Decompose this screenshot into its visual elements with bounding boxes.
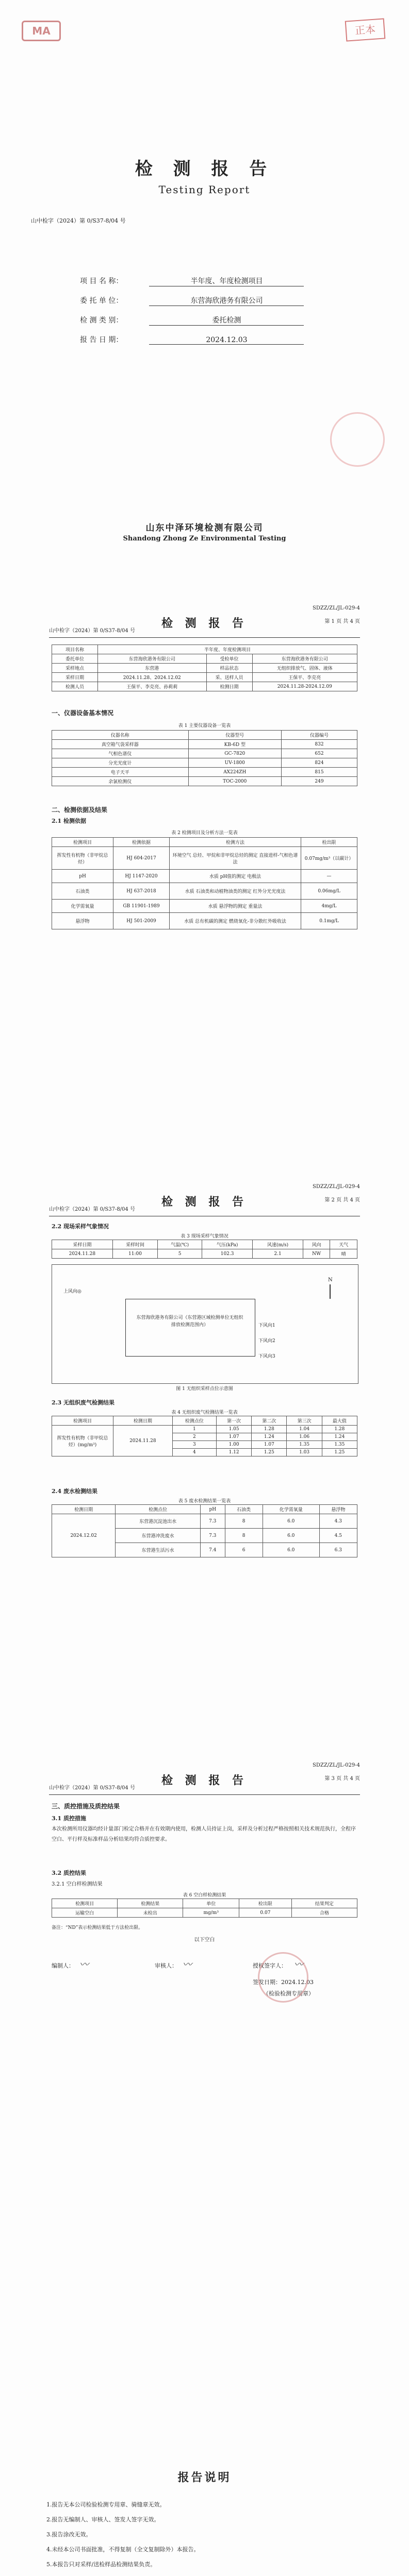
- table-cell: pH: [52, 870, 113, 883]
- project-label: 项 目 名 称：: [80, 277, 123, 285]
- column-header: 检出限: [301, 838, 357, 847]
- info-cell: 半年度、年度检测项目: [98, 645, 357, 654]
- table-cell: 2.1: [253, 1249, 303, 1259]
- page-header: [49, 605, 360, 638]
- info-cell: 检测日期: [206, 682, 252, 691]
- end-marker: 以下空白: [194, 1937, 215, 1943]
- info-cell: 2024.11.28、2024.12.02: [98, 673, 207, 682]
- sampling-map: [52, 1264, 358, 1384]
- client-value: 东营海欣港务有限公司: [149, 295, 304, 306]
- exhaust-results-table: [52, 1416, 357, 1456]
- page-header: [49, 1184, 360, 1216]
- column-header: 风速(m/s): [253, 1240, 303, 1249]
- table-cell: 化学需氧量: [52, 900, 113, 913]
- reviewer-signature: 〰: [183, 1959, 192, 1970]
- original-stamp: 正本: [345, 18, 386, 41]
- equipment-table: [52, 730, 357, 786]
- table-cell: 4.3: [319, 1514, 357, 1529]
- table-cell: 1.04: [287, 1426, 322, 1433]
- note-item: 1.报告无本公司检验检测专用章、骑缝章无效。: [46, 2501, 166, 2508]
- table-row: [52, 740, 357, 749]
- table-cell: 未检出: [118, 1908, 183, 1918]
- table-row: [52, 1426, 357, 1433]
- table-cell: 4mg/L: [301, 900, 357, 913]
- notes-title: 报告说明: [177, 2471, 232, 2484]
- table-cell: 环境空气 总烃、甲烷和非甲烷总烃的测定 直接进样-气相色谱法: [170, 847, 301, 870]
- info-cell: 样品状态: [206, 664, 252, 673]
- north-arrow-icon: [330, 1284, 331, 1299]
- table-cell: 7.4: [201, 1543, 225, 1557]
- doc-number: SDZZ/ZL/JL-029-4: [313, 1762, 360, 1768]
- table-cell: HJ 501-2009: [113, 913, 170, 929]
- info-cell: 2024.11.28-2024.12.09: [252, 682, 357, 691]
- table-cell: 气相色谱仪: [52, 749, 189, 758]
- page-4: [0, 1736, 409, 2314]
- downwind-point-3: 下风向3: [258, 1354, 275, 1359]
- table-caption: 表 2 检测项目及分析方法一览表: [171, 831, 238, 836]
- table-row: [52, 870, 357, 883]
- column-header: 检测方法: [170, 838, 301, 847]
- category-value: 委托检测: [149, 315, 304, 326]
- subsection-heading: 2.1 检测依据: [52, 818, 86, 824]
- subsection-heading: 2.3 无组织废气检测结果: [52, 1399, 114, 1406]
- info-cell: 项目名称: [52, 645, 98, 654]
- table-cell: 1.25: [322, 1449, 357, 1456]
- table-cell: 1.07: [217, 1433, 252, 1441]
- table-cell: 电子天平: [52, 768, 189, 777]
- note-item: 3.报告涂改无效。: [46, 2531, 92, 2538]
- table-cell: GB 11901-1989: [113, 900, 170, 913]
- table-row: [52, 900, 357, 913]
- column-header: 第三次: [287, 1416, 322, 1426]
- table-cell: —: [301, 870, 357, 883]
- table-cell: 6.0: [263, 1514, 319, 1529]
- info-cell: 王保平、李克亮: [252, 673, 357, 682]
- subsection-heading: 2.4 废水检测结果: [52, 1488, 97, 1495]
- table-caption: 表 5 废水检测结果一览表: [178, 1499, 231, 1504]
- section-heading: 三、质控措施及质控结果: [52, 1803, 120, 1810]
- qc-measures-text: 本次检测所用仪器均经计量部门检定合格并在有效期内使用，检测人员持证上岗，采样及分析过程严格按照相关技术规范执行，全程序空白、平行样及标准样品分析结果均符合质控要求。: [52, 1826, 356, 1842]
- section-heading: 二、检测依据及结果: [52, 806, 108, 814]
- section-heading: 一、仪器设备基本情况: [52, 709, 114, 717]
- company-name-en: Shandong Zhong Ze Environmental Testing: [123, 535, 286, 543]
- column-header: 最大值: [322, 1416, 357, 1426]
- table-cell: NW: [303, 1249, 330, 1259]
- column-header: 检测日期: [52, 1505, 116, 1514]
- info-cell: 采样地点: [52, 664, 98, 673]
- table-cell: 东营港冲洗废水: [116, 1529, 201, 1543]
- column-header: 结果判定: [291, 1899, 357, 1908]
- table-cell: 1.28: [322, 1426, 357, 1433]
- table-cell: 2024.12.02: [52, 1514, 116, 1557]
- table-row: [52, 1514, 357, 1529]
- table-cell: 5: [158, 1249, 202, 1259]
- report-title: 检 测 报 告: [135, 159, 274, 179]
- table-cell: 0.06mg/L: [301, 883, 357, 900]
- header-title: 检 测 报 告: [161, 617, 248, 630]
- column-header: 第一次: [217, 1416, 252, 1426]
- table-cell: 1.03: [287, 1449, 322, 1456]
- info-cell: 采样日期: [52, 673, 98, 682]
- column-header: 仪器编号: [281, 731, 357, 740]
- header-report-no: 山中检字（2024）第 0/S37-8/04 号: [49, 1785, 135, 1791]
- table-cell: 249: [281, 777, 357, 786]
- table-cell: 1.12: [217, 1449, 252, 1456]
- table-cell: GC-7820: [188, 749, 281, 758]
- subsection-heading: 3.1 质控措施: [52, 1815, 86, 1822]
- category-label: 检 测 类 别：: [80, 316, 123, 325]
- info-cell: 委托单位: [52, 654, 98, 664]
- table-cell: 0.1mg/L: [301, 913, 357, 929]
- table-row: [52, 883, 357, 900]
- writer-signature: 〰: [79, 1959, 89, 1970]
- table-cell: 2024.11.28: [113, 1426, 173, 1456]
- column-header: 天气: [330, 1240, 357, 1249]
- qc-subheading: 3.2.1 空白样检测结果: [52, 1882, 103, 1887]
- table-cell: 1.07: [252, 1441, 287, 1449]
- table-cell: 8: [225, 1529, 263, 1543]
- table-cell: 3: [172, 1441, 216, 1449]
- column-header: 气温(℃): [158, 1240, 202, 1249]
- table-cell: 挥发性有机物（非甲烷总烃）(mg/m³): [52, 1426, 113, 1456]
- subsection-heading: 3.2 质控结果: [52, 1870, 86, 1876]
- info-cell: 检测人员: [52, 682, 98, 691]
- table-cell: 挥发性有机物（非甲烷总烃）: [52, 847, 113, 870]
- column-header: 检测项目: [52, 1899, 118, 1908]
- table-cell: KB-6D 型: [188, 740, 281, 749]
- site-label: 东营海欣港务有限公司（东营港区域检测单位无组织排放检测范围内）: [136, 1315, 243, 1328]
- column-header: 采样时间: [112, 1240, 158, 1249]
- table-cell: 4: [172, 1449, 216, 1456]
- table-cell: 东营港沉淀池出水: [116, 1514, 201, 1529]
- info-cell: 受检单位: [206, 654, 252, 664]
- column-header: 采样日期: [52, 1240, 113, 1249]
- qc-table: [52, 1899, 357, 1918]
- column-header: 第二次: [252, 1416, 287, 1426]
- page-indicator: 第 1 页 共 4 页: [324, 619, 360, 624]
- column-header: 检测项目: [52, 838, 113, 847]
- column-header: 石油类: [225, 1505, 263, 1514]
- table-cell: 7.3: [201, 1529, 225, 1543]
- table-cell: mg/m³: [183, 1908, 239, 1918]
- table-cell: 4.5: [319, 1529, 357, 1543]
- table-cell: 11:00: [112, 1249, 158, 1259]
- table-cell: 1: [172, 1426, 216, 1433]
- table-cell: HJ 637-2018: [113, 883, 170, 900]
- info-cell: 东营海欣港务有限公司: [98, 654, 207, 664]
- date-value: 2024.12.03: [149, 336, 304, 345]
- table-row: [52, 847, 357, 870]
- cma-logo: MA: [22, 21, 61, 41]
- column-header: 仪器型号: [188, 731, 281, 740]
- column-header: 检测项目: [52, 1416, 113, 1426]
- table-cell: 6: [225, 1543, 263, 1557]
- issue-date: 签发日期：2024.12.03: [253, 1979, 314, 1986]
- table-cell: 832: [281, 740, 357, 749]
- table-row: [52, 1249, 357, 1259]
- column-header: 气压(kPa): [202, 1240, 253, 1249]
- info-cell: 东营海欣港务有限公司: [252, 654, 357, 664]
- column-header: 检测点位: [116, 1505, 201, 1514]
- north-label: N: [328, 1277, 333, 1283]
- table-row: [52, 758, 357, 768]
- table-cell: HJ 604-2017: [113, 847, 170, 870]
- table-cell: 6.3: [319, 1543, 357, 1557]
- page-indicator: 第 3 页 共 4 页: [324, 1776, 360, 1782]
- doc-number: SDZZ/ZL/JL-029-4: [313, 605, 360, 611]
- approver-signature: 〰: [294, 1959, 303, 1970]
- table-cell: 1.00: [217, 1441, 252, 1449]
- table-cell: 0.07mg/m³（以碳计）: [301, 847, 357, 870]
- company-seal-cover: [330, 412, 385, 467]
- cover-fields: [80, 276, 328, 354]
- table-cell: 8: [225, 1514, 263, 1529]
- notes-list: [46, 2501, 363, 2576]
- table-note: 备注：“ND”表示检测结果低于方法检出限。: [52, 1925, 143, 1930]
- table-cell: 余氯检测仪: [52, 777, 189, 786]
- project-value: 半年度、年度检测项目: [149, 276, 304, 286]
- date-label: 报 告 日 期：: [80, 336, 123, 344]
- table-cell: 水质 石油类和动植物油类的测定 红外分光光度法: [170, 883, 301, 900]
- report-subtitle: Testing Report: [158, 183, 251, 196]
- table-cell: 0.07: [239, 1908, 292, 1918]
- table-cell: 水质 总有机碳的测定 燃烧氧化-非分散红外吸收法: [170, 913, 301, 929]
- doc-number: SDZZ/ZL/JL-029-4: [313, 1184, 360, 1190]
- column-header: 悬浮物: [319, 1505, 357, 1514]
- table-row: [52, 777, 357, 786]
- header-report-no: 山中检字（2024）第 0/S37-8/04 号: [49, 1207, 135, 1212]
- table-cell: 合格: [291, 1908, 357, 1918]
- table-cell: 运输空白: [52, 1908, 118, 1918]
- table-caption: 表 1 主要仪器设备一览表: [178, 723, 231, 728]
- info-cell: 王保平、李克亮、孙莉莉: [98, 682, 207, 691]
- note-item: 4.未经本公司书面批准，不得复制（全文复制除外）本报告。: [46, 2546, 200, 2553]
- table-cell: 652: [281, 749, 357, 758]
- table-cell: 815: [281, 768, 357, 777]
- table-cell: 1.35: [322, 1441, 357, 1449]
- table-caption: 表 6 空白样检测结果: [183, 1893, 226, 1898]
- info-cell: 东营港: [98, 664, 207, 673]
- column-header: 检测依据: [113, 838, 170, 847]
- method-table: [52, 837, 357, 929]
- table-cell: 东营港生活污水: [116, 1543, 201, 1557]
- table-cell: 2024.11.28: [52, 1249, 113, 1259]
- table-cell: 1.25: [252, 1449, 287, 1456]
- table-cell: 悬浮物: [52, 913, 113, 929]
- page-indicator: 第 2 页 共 4 页: [324, 1197, 360, 1203]
- table-cell: 824: [281, 758, 357, 768]
- downwind-point-2: 下风向2: [258, 1338, 275, 1344]
- writer-label: 编制人：: [52, 1962, 74, 1969]
- report-number: 山中检字（2024）第 0/S37-8/04 号: [31, 217, 126, 224]
- table-cell: 1.06: [287, 1433, 322, 1441]
- signature-block: [52, 1957, 357, 2004]
- subsection-heading: 2.2 现场采样气象情况: [52, 1223, 109, 1230]
- table-row: [52, 913, 357, 929]
- table-row: [52, 749, 357, 758]
- weather-table: [52, 1240, 357, 1259]
- table-cell: 分光光度计: [52, 758, 189, 768]
- client-row: [80, 295, 328, 315]
- approver-label: 授权签字人：: [253, 1962, 287, 1969]
- table-cell: TOC-2000: [188, 777, 281, 786]
- table-cell: 7.3: [201, 1514, 225, 1529]
- table-cell: 石油类: [52, 883, 113, 900]
- page-5: [0, 2314, 409, 2576]
- page-header: [49, 1762, 360, 1795]
- table-cell: 水质 悬浮物的测定 重量法: [170, 900, 301, 913]
- header-title: 检 测 报 告: [161, 1195, 248, 1209]
- page-2: [0, 579, 409, 1157]
- page-3: [0, 1157, 409, 1736]
- reviewer-label: 审核人：: [155, 1962, 177, 1969]
- table-cell: 1.28: [252, 1426, 287, 1433]
- table-cell: UV-1800: [188, 758, 281, 768]
- table-caption: 表 4 无组织废气检测结果一览表: [171, 1410, 238, 1415]
- info-table: [52, 645, 357, 691]
- table-cell: 真空箱气袋采样器: [52, 740, 189, 749]
- date-row: [80, 334, 328, 354]
- table-cell: 102.3: [202, 1249, 253, 1259]
- header-report-no: 山中检字（2024）第 0/S37-8/04 号: [49, 628, 135, 634]
- table-cell: 晴: [330, 1249, 357, 1259]
- column-header: 单位: [183, 1899, 239, 1908]
- table-cell: 6.0: [263, 1543, 319, 1557]
- company-name-cn: 山东中泽环境检测有限公司: [145, 523, 264, 533]
- info-cell: 采、送样人员: [206, 673, 252, 682]
- category-row: [80, 315, 328, 334]
- column-header: 风向: [303, 1240, 330, 1249]
- downwind-point-1: 下风向1: [258, 1323, 275, 1328]
- info-cell: 无组织排放气、固体、液体: [252, 664, 357, 673]
- column-header: 检测点位: [172, 1416, 216, 1426]
- note-item: 2.报告无编制人、审核人、签发人签字无效。: [46, 2516, 160, 2523]
- table-cell: AX224ZH: [188, 768, 281, 777]
- column-header: 检出限: [239, 1899, 292, 1908]
- table-cell: 1.35: [287, 1441, 322, 1449]
- inspection-seal: [258, 1952, 308, 2003]
- upwind-point: 上风向◎: [63, 1289, 81, 1294]
- table-cell: 水质 pH值的测定 电极法: [170, 870, 301, 883]
- column-header: pH: [201, 1505, 225, 1514]
- table-cell: 1.24: [252, 1433, 287, 1441]
- table-row: [52, 1908, 357, 1918]
- table-cell: HJ 1147-2020: [113, 870, 170, 883]
- table-cell: 2: [172, 1433, 216, 1441]
- wastewater-results-table: [52, 1504, 357, 1557]
- project-row: [80, 276, 328, 295]
- column-header: 仪器名称: [52, 731, 189, 740]
- cover-page: [0, 0, 409, 579]
- table-cell: 1.05: [217, 1426, 252, 1433]
- client-label: 委 托 单 位：: [80, 297, 123, 305]
- figure-caption: 图 1 无组织采样点位示意图: [176, 1386, 233, 1392]
- table-cell: 1.24: [322, 1433, 357, 1441]
- header-title: 检 测 报 告: [161, 1774, 248, 1787]
- table-cell: 6.0: [263, 1529, 319, 1543]
- table-row: [52, 768, 357, 777]
- table-caption: 表 3 现场采样气象情况: [181, 1234, 228, 1239]
- column-header: 检测日期: [113, 1416, 173, 1426]
- note-item: 5.本报告只对采样/送检样品检测结果负责。: [46, 2561, 156, 2568]
- column-header: 化学需氧量: [263, 1505, 319, 1514]
- seal-note: （检验检测专用章）: [263, 1990, 314, 1997]
- column-header: 检测结果: [118, 1899, 183, 1908]
